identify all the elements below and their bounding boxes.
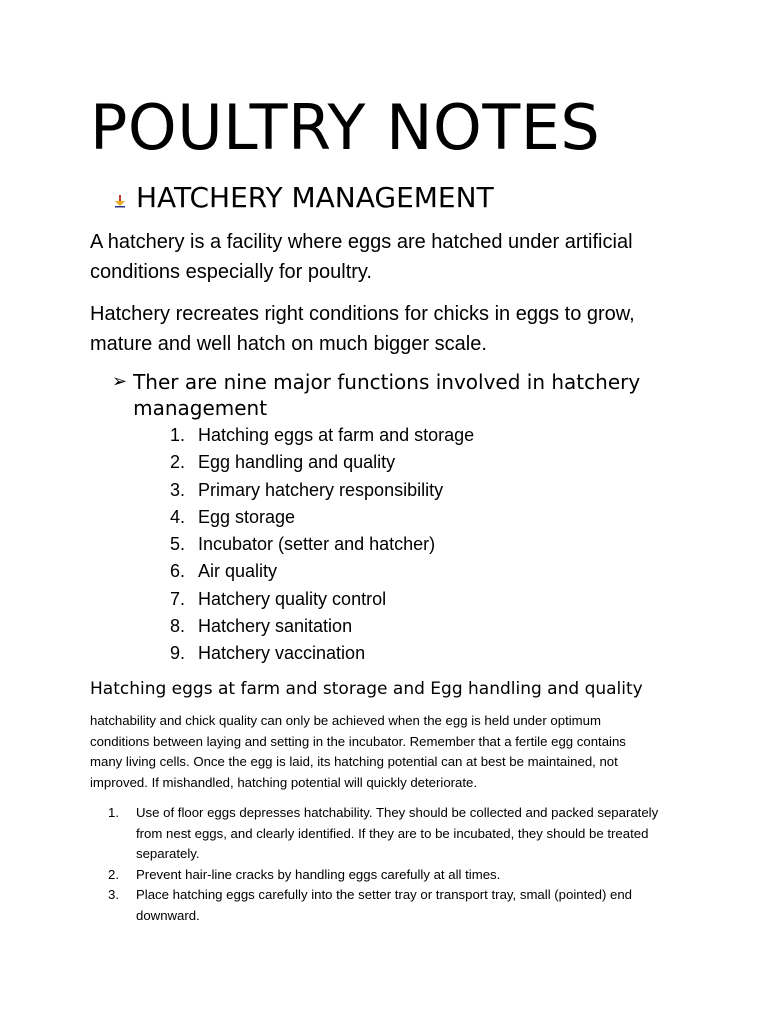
intro-paragraph: A hatchery is a facility where eggs are hatched under artificial conditions especially for poultry.	[90, 231, 633, 283]
list-item	[170, 504, 474, 531]
list-item	[170, 613, 474, 640]
list-number: 3.	[108, 887, 119, 903]
list-item	[108, 803, 680, 865]
list-text: Primary hatchery responsibility	[198, 479, 444, 500]
list-text: Egg storage	[198, 506, 296, 527]
list-number: 5.	[170, 534, 186, 555]
list-number: 7.	[170, 588, 186, 609]
list-number: 2.	[170, 452, 186, 473]
list-item	[108, 865, 680, 886]
list-item	[170, 477, 474, 504]
list-item	[170, 422, 474, 449]
hatchery-paragraph: Hatchery recreates right conditions for chicks in eggs to grow, mature and well hatch on much bigger scale.	[90, 303, 635, 355]
list-item	[108, 885, 680, 926]
list-text: Prevent hair-line cracks by handling eggs carefully at all times.	[136, 866, 501, 882]
list-item	[170, 586, 474, 613]
list-text: Hatching eggs at farm and storage	[198, 425, 475, 445]
page-title: POULTRY NOTES	[90, 91, 601, 164]
list-text: Hatchery sanitation	[198, 616, 353, 637]
functions-list	[170, 422, 474, 668]
list-number: 6.	[170, 561, 186, 582]
chevron-right-bullet-icon: ➢	[112, 371, 128, 392]
list-text: Egg handling and quality	[198, 452, 396, 473]
list-number: 1.	[108, 805, 119, 820]
list-number: 3.	[170, 479, 186, 500]
list-number: 2.	[108, 866, 119, 882]
list-item	[170, 449, 474, 476]
list-item	[170, 640, 474, 667]
arrow-down-bullet-icon	[112, 193, 128, 209]
list-number: 8.	[170, 616, 186, 637]
section-heading: HATCHERY MANAGEMENT	[136, 181, 494, 214]
subsection-heading: Hatching eggs at farm and storage and Egg handling and quality	[90, 679, 643, 699]
list-number: 1.	[170, 425, 186, 445]
handling-points-list	[108, 803, 680, 927]
list-number: 9.	[170, 643, 186, 664]
subsection-body: hatchability and chick quality can only be achieved when the egg is held under optimum conditions between laying and setting in the incubator. Remember that a fertile egg contains many living cells. Once the egg is laid, its hatching potential can at best be maintained, not improved. If mishandled, hatching potential will quickly deteriorate.	[90, 713, 626, 790]
functions-intro: Ther are nine major functions involved in hatchery management	[133, 370, 641, 420]
list-text: Incubator (setter and hatcher)	[198, 534, 436, 555]
section-heading-row	[112, 180, 494, 216]
list-text: Hatchery vaccination	[198, 643, 366, 664]
list-text: Air quality	[198, 561, 278, 582]
list-item	[170, 558, 474, 585]
list-text: Place hatching eggs carefully into the setter tray or transport tray, small (pointed) end downward.	[136, 887, 632, 923]
list-item	[170, 531, 474, 558]
functions-intro-row	[112, 369, 672, 421]
list-text: Use of floor eggs depresses hatchability. They should be collected and packed separately from nest eggs, and clearly identified. If they are to be incubated, they should be treated separately.	[136, 805, 659, 862]
list-text: Hatchery quality control	[198, 588, 387, 609]
list-number: 4.	[170, 506, 186, 527]
